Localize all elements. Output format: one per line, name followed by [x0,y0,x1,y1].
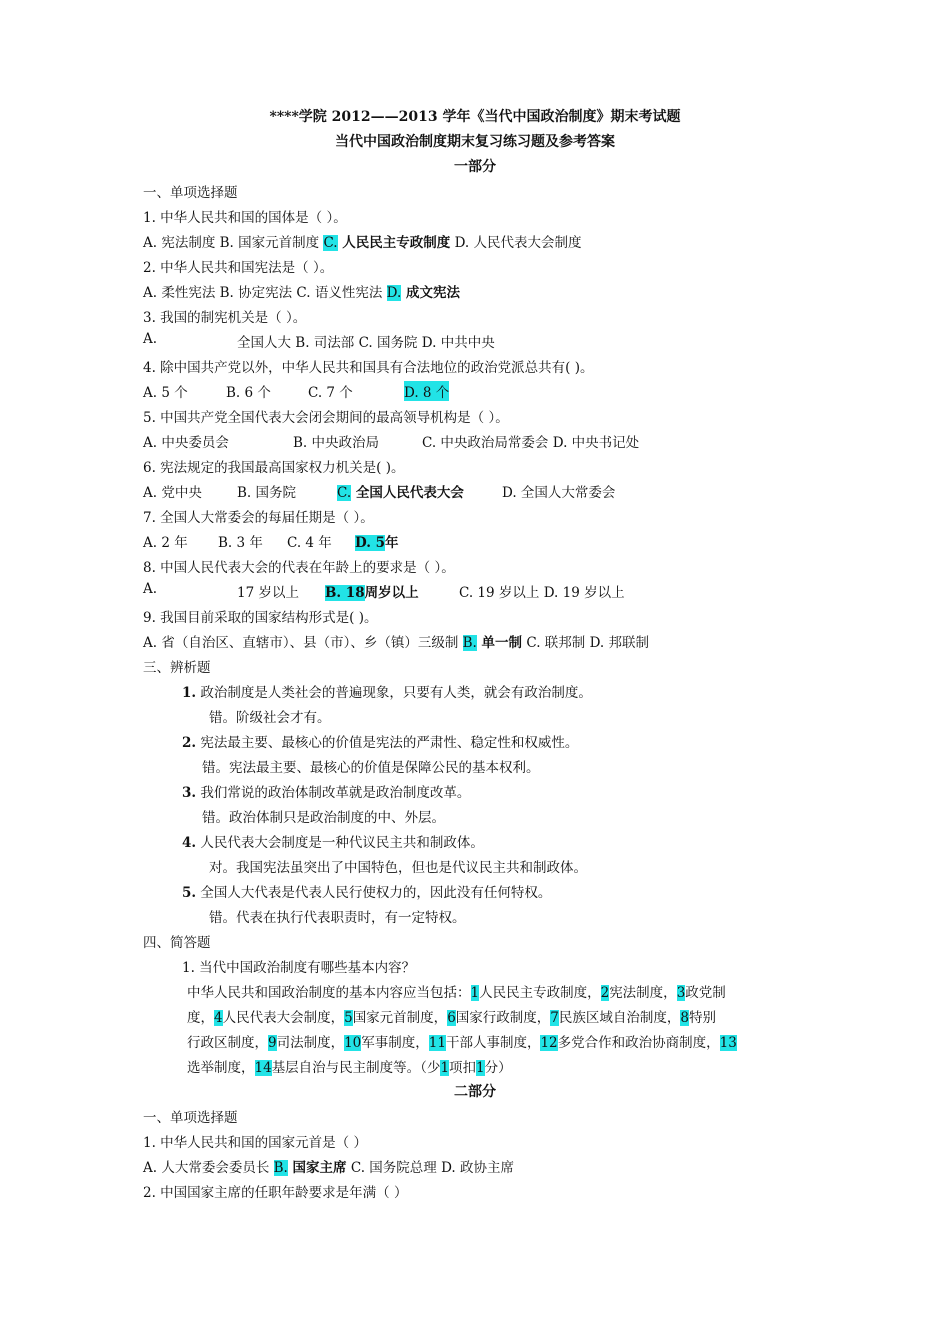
option-a: A. [143,581,158,597]
option-c: C. 7 个 [308,385,353,401]
option-a-text: 17 岁以上 [237,585,299,601]
section-heading: 一、单项选择题 [143,185,238,201]
answer-text: 选举制度， [187,1060,255,1076]
judgement-1 [182,681,592,701]
answer-text: 中华人民共和国政治制度的基本内容应当包括： [187,985,471,1001]
option-a: A. 2 年 [143,535,188,551]
question-1-options [143,231,582,251]
item-statement: 我们常说的政治体制改革就是政治制度改革。 [200,785,471,801]
item-number: 4 [214,1010,223,1026]
answer-text: 单一制 [476,635,523,651]
item-number: 2 [600,985,610,1001]
option-a: A. 党中央 [143,485,202,501]
answer-text: 项扣 [449,1060,477,1076]
question-4: 4. 除中国共产党以外，中华人民共和国具有合法地位的政治党派总共有( )。 [143,360,594,376]
judgement-5 [182,881,551,901]
item-number: 1 [470,985,480,1001]
option-c-d: C. 19 岁以上 D. 19 岁以上 [459,585,625,601]
option-a: A. 中央委员会 [143,435,229,451]
item-number: 13 [719,1035,737,1051]
answer-text: 军事制度， [361,1035,429,1051]
item-number: 1 [476,1060,485,1076]
item-statement: 全国人大代表是代表人民行使权力的，因此没有任何特权。 [200,885,552,901]
item-number: 11 [428,1035,446,1051]
judgement-1-answer: 错。阶级社会才有。 [209,710,331,726]
question-2: 2. 中国国家主席的任职年龄要求是年满（ ） [143,1185,408,1201]
answer-option [325,581,419,601]
option-d: D. 全国人大常委会 [502,485,616,501]
item-number: 2. [182,735,197,751]
question-2: 2. 中华人民共和国宪法是（ ）。 [143,260,334,276]
question-1: 1. 中华人民共和国的国体是（ ）。 [143,210,347,226]
answer-text: 多党合作和政治协商制度， [557,1035,720,1051]
answer-text: 宪法制度， [609,985,677,1001]
answer-highlight: C. [323,235,338,251]
part-one-heading: 一部分 [454,159,496,175]
item-number: 14 [254,1060,272,1076]
answer-text: 政党制 [685,985,726,1001]
answer-highlight: D. 5 [355,535,386,551]
option-text: A. 柔性宪法 B. 协定宪法 C. 语义性宪法 [143,285,383,301]
item-statement: 政治制度是人类社会的普遍现象，只要有人类，就会有政治制度。 [200,685,592,701]
question-8: 8. 中国人民代表大会的代表在年龄上的要求是（ ）。 [143,560,455,576]
question-9-options [143,631,649,651]
item-number: 7 [550,1010,559,1026]
item-number: 10 [344,1035,362,1051]
item-number: 12 [540,1035,558,1051]
question-7: 7. 全国人大常委会的每届任期是（ ）。 [143,510,374,526]
judgement-2 [182,731,578,751]
item-number: 6 [447,1010,456,1026]
section-heading: 四、简答题 [143,935,211,951]
answer-option [337,481,464,501]
answer-text: 全国人民代表大会 [351,485,464,501]
option-b: B. 中央政治局 [293,435,380,451]
question-3-label: A. [143,331,158,347]
option-text: A. 省（自治区、直辖市）、县（市）、乡（镇）三级制 [143,635,459,651]
answer-text: 国家行政制度， [455,1010,551,1026]
question-1-options [143,1156,514,1176]
answer-text: 年 [385,535,399,551]
answer-highlight: D. [386,285,402,301]
judgement-4 [182,831,484,851]
answer-text: 国家主席 [287,1160,347,1176]
item-number: 5. [182,885,197,901]
option-c: C. 4 年 [287,535,332,551]
option-a: A. 5 个 [143,385,188,401]
answer-text: 基层自治与民主制度等。（少 [271,1060,441,1076]
answer-highlight: D. 8 个 [404,381,449,401]
item-number: 3. [182,785,197,801]
answer-line-4 [187,1056,512,1076]
answer-text: 人民代表大会制度， [222,1010,345,1026]
answer-text: 干部人事制度， [445,1035,541,1051]
answer-text: 周岁以上 [364,585,419,601]
option-b: B. 国务院 [237,485,297,501]
answer-text: 人民民主专政制度 [337,235,451,251]
exam-title: ****学院 2012——2013 学年《当代中国政治制度》期末考试题 [269,109,681,125]
item-number: 9 [268,1035,277,1051]
option-text: D. 人民代表大会制度 [450,235,582,251]
option-text: A. 人大常委会委员长 [143,1160,270,1176]
option-c-d: C. 中央政治局常委会 D. 中央书记处 [422,435,640,451]
answer-text: 民族区域自治制度， [558,1010,681,1026]
item-number: 4. [182,835,197,851]
question-3: 3. 我国的制宪机关是（ ）。 [143,310,307,326]
answer-highlight: B. 18 [325,585,365,601]
answer-highlight: B. [462,635,477,651]
option-text: C. 联邦制 D. 邦联制 [522,635,650,651]
answer-line-3 [187,1031,737,1051]
short-answer-question: 1. 当代中国政治制度有哪些基本内容？ [182,960,416,976]
answer-text: 司法制度， [276,1035,345,1051]
question-5: 5. 中国共产党全国代表大会闭会期间的最高领导机构是（ ）。 [143,410,509,426]
question-6: 6. 宪法规定的我国最高国家权力机关是( )。 [143,460,405,476]
item-number: 5 [344,1010,353,1026]
option-b: B. 6 个 [226,385,271,401]
question-2-options [143,281,460,301]
item-number: 8 [680,1010,689,1026]
judgement-3-answer: 错。政治体制只是政治制度的中、外层。 [202,810,445,826]
answer-option [355,531,399,551]
judgement-3 [182,781,470,801]
item-number: 3 [676,985,686,1001]
answer-line-1 [187,981,726,1001]
section-heading: 三、辨析题 [143,660,211,676]
judgement-2-answer: 错。宪法最主要、最核心的价值是保障公民的基本权利。 [202,760,540,776]
answer-text: 行政区制度， [187,1035,268,1051]
question-3-options: 全国人大 B. 司法部 C. 国务院 D. 中共中央 [237,335,495,351]
judgement-4-answer: 对。我国宪法虽突出了中国特色，但也是代议民主共和制政体。 [209,860,587,876]
exam-subtitle: 当代中国政治制度期末复习练习题及参考答案 [335,134,615,150]
answer-text: 人民民主专政制度， [479,985,601,1001]
answer-highlight: C. [337,485,352,501]
question-1: 1. 中华人民共和国的国家元首是（ ） [143,1135,367,1151]
section-heading: 一、单项选择题 [143,1110,238,1126]
answer-text: 度， [187,1010,214,1026]
option-b: B. 3 年 [218,535,263,551]
answer-text: 国家元首制度， [352,1010,448,1026]
item-statement: 人民代表大会制度是一种代议民主共和制政体。 [200,835,484,851]
item-statement: 宪法最主要、最核心的价值是宪法的严肃性、稳定性和权威性。 [200,735,579,751]
question-9: 9. 我国目前采取的国家结构形式是( )。 [143,610,378,626]
answer-line-2 [187,1006,716,1026]
item-number: 1. [182,685,197,701]
answer-text: 分） [484,1060,512,1076]
answer-text: 成文宪法 [401,285,460,301]
option-text: C. 国务院总理 D. 政协主席 [346,1160,515,1176]
answer-text: 特别 [688,1010,716,1026]
option-text: A. 宪法制度 B. 国家元首制度 [143,235,320,251]
part-two-heading: 二部分 [454,1084,496,1100]
judgement-5-answer: 错。代表在执行代表职责时，有一定特权。 [209,910,466,926]
answer-highlight: B. [273,1160,288,1176]
item-number: 1 [440,1060,450,1076]
